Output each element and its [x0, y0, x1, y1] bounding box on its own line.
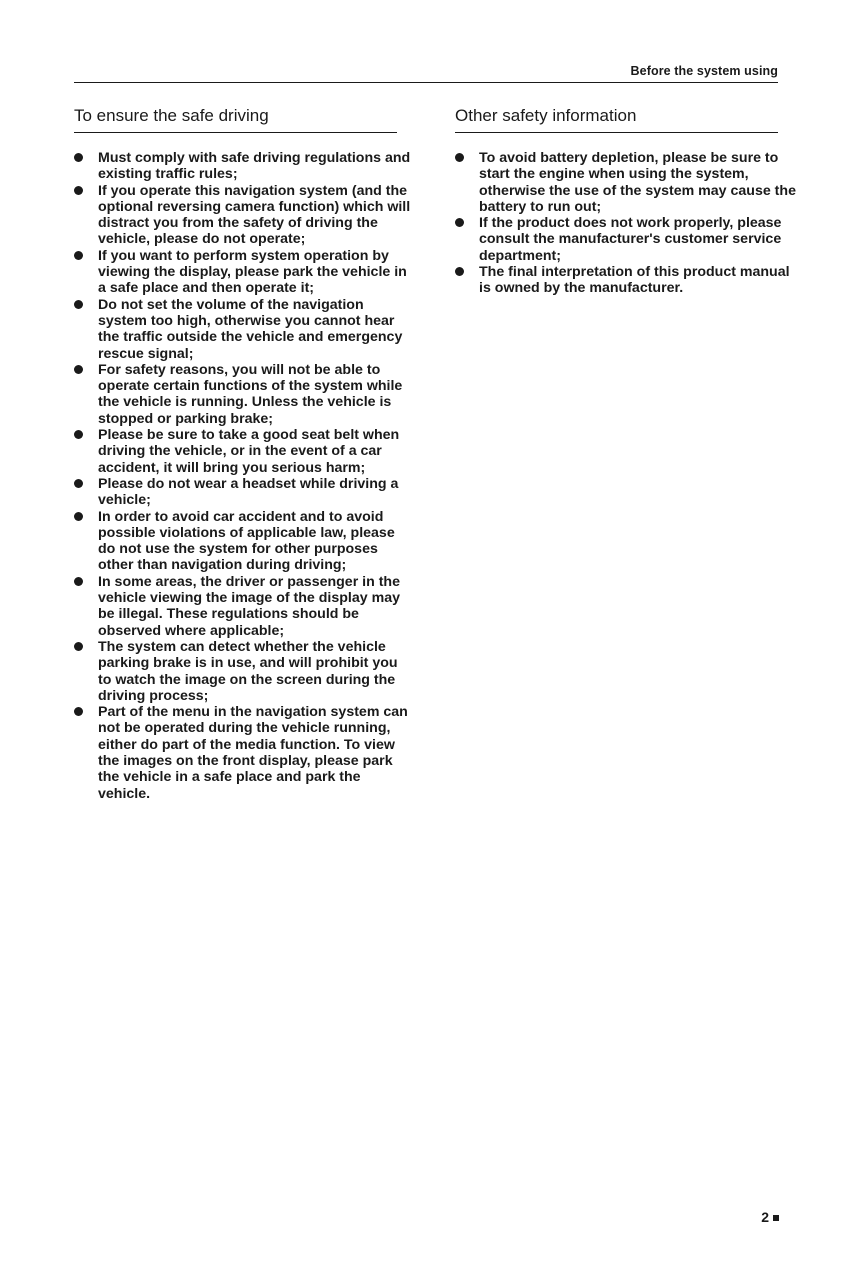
list-item — [74, 704, 413, 802]
left-column — [74, 106, 411, 802]
list-item — [74, 362, 413, 427]
list-item — [74, 509, 413, 574]
list-item — [455, 150, 804, 215]
section-title-safe-driving: To ensure the safe driving — [74, 106, 397, 133]
bullet-icon — [74, 512, 83, 521]
right-column — [455, 106, 796, 297]
bullet-icon — [74, 707, 83, 716]
running-header: Before the system using — [630, 64, 778, 78]
bullet-icon — [455, 218, 464, 227]
other-safety-list — [455, 150, 796, 297]
list-item-text: For safety reasons, you will not be able to operate certain functions of the system while the vehicle is running. Unless the vehicle is stopped or parking brake; — [98, 361, 403, 427]
list-item-text: In order to avoid car accident and to avoid possible violations of applicable law, please do not use the system for other purposes other than navigation during driving; — [98, 508, 395, 574]
list-item-text: Please do not wear a headset while driving a vehicle; — [98, 475, 399, 509]
list-item-text: If you operate this navigation system (and the optional reversing camera function) which will distract you from the safety of driving the vehicle, please do not operate; — [98, 182, 411, 248]
list-item-text: The final interpretation of this product manual is owned by the manufacturer. — [479, 264, 790, 297]
page-number: 2 — [761, 1209, 769, 1225]
list-item — [455, 215, 804, 264]
list-item — [74, 248, 413, 297]
list-item — [74, 297, 413, 362]
bullet-icon — [74, 430, 83, 439]
bullet-icon — [74, 153, 83, 162]
bullet-icon — [74, 300, 83, 309]
list-item — [74, 427, 413, 476]
bullet-icon — [455, 267, 464, 276]
list-item-text: If the product does not work properly, please consult the manufacturer's customer service department; — [479, 215, 782, 264]
list-item — [74, 476, 413, 509]
bullet-icon — [74, 251, 83, 260]
list-item-text: Please be sure to take a good seat belt when driving the vehicle, or in the event of a car accident, it will bring you serious harm; — [98, 427, 400, 476]
bullet-icon — [455, 153, 464, 162]
list-item — [74, 574, 413, 639]
page-marker-square-icon — [773, 1215, 779, 1221]
list-item — [74, 183, 413, 248]
safe-driving-list — [74, 150, 411, 802]
bullet-icon — [74, 642, 83, 651]
list-item — [455, 264, 804, 297]
header-divider — [74, 82, 778, 83]
list-item-text: Must comply with safe driving regulations and existing traffic rules; — [98, 150, 411, 183]
list-item-text: In some areas, the driver or passenger in the vehicle viewing the image of the display may be illegal. These regulations should be observed where applicable; — [98, 573, 400, 639]
list-item-text: Part of the menu in the navigation system can not be operated during the vehicle running, either do part of the media function. To view the images on the front display, please park the vehicle in a safe place and park the vehicle. — [98, 704, 408, 802]
bullet-icon — [74, 186, 83, 195]
list-item-text: The system can detect whether the vehicle parking brake is in use, and will prohibit you to watch the image on the screen during the driving process; — [98, 638, 398, 704]
list-item — [74, 639, 413, 704]
section-title-other-safety: Other safety information — [455, 106, 778, 133]
list-item-text: To avoid battery depletion, please be sure to start the engine when using the system, otherwise the use of the system may cause the battery to run out; — [479, 150, 796, 215]
list-item — [74, 150, 413, 183]
list-item-text: Do not set the volume of the navigation system too high, otherwise you cannot hear the traffic outside the vehicle and emergency rescue signal; — [98, 296, 403, 362]
bullet-icon — [74, 577, 83, 586]
bullet-icon — [74, 365, 83, 374]
list-item-text: If you want to perform system operation by viewing the display, please park the vehicle in a safe place and then operate it; — [98, 247, 407, 297]
bullet-icon — [74, 479, 83, 488]
